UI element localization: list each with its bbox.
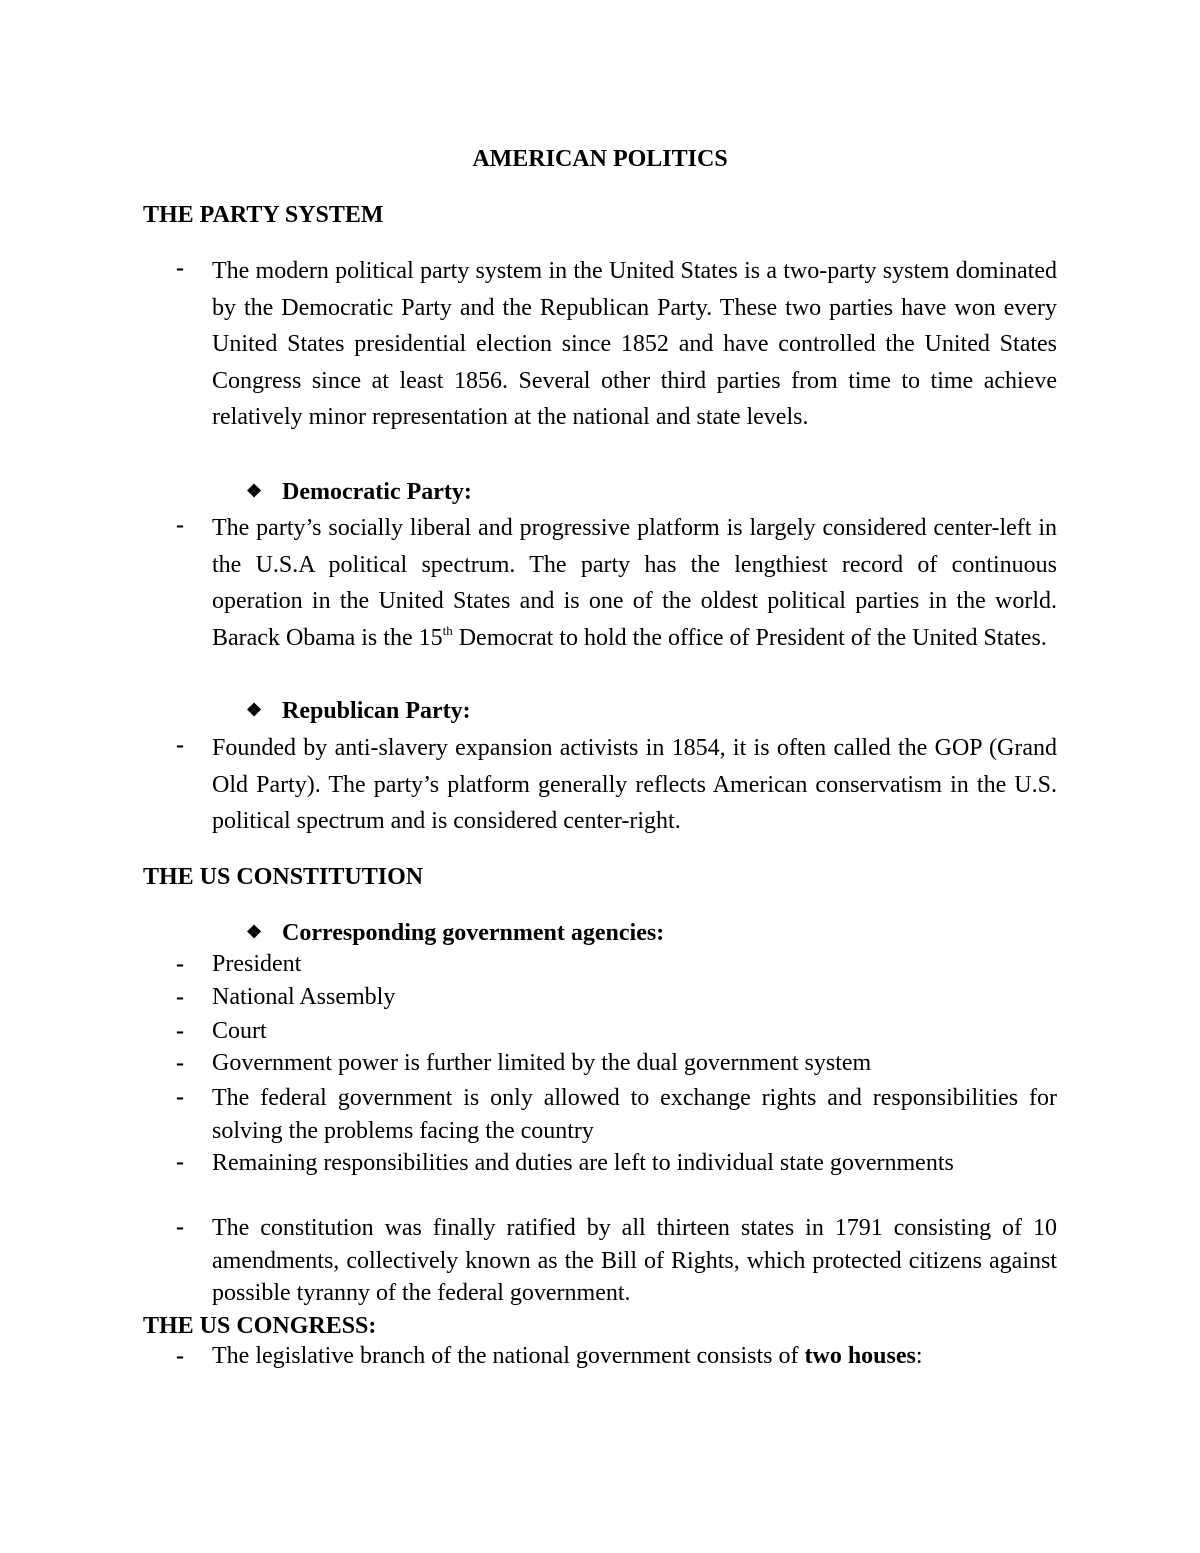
congress-item-bold: two houses xyxy=(804,1343,916,1369)
bullet-dash: - xyxy=(176,732,184,758)
list-item: Court xyxy=(212,1018,267,1044)
section-heading-congress: THE US CONGRESS: xyxy=(143,1313,377,1339)
bullet-dash: - xyxy=(176,512,184,538)
diamond-bullet-icon: ❖ xyxy=(246,700,263,720)
bullet-dash: - xyxy=(176,1084,184,1110)
bullet-dash: - xyxy=(176,255,184,281)
democratic-party-label-row xyxy=(246,476,472,507)
list-item: National Assembly xyxy=(212,984,396,1010)
page-title: AMERICAN POLITICS xyxy=(472,146,728,172)
bullet-dash: - xyxy=(176,1018,184,1044)
agencies-label: Corresponding government agencies: xyxy=(282,920,665,946)
bullet-dash: - xyxy=(176,984,184,1010)
diamond-bullet-icon: ❖ xyxy=(246,922,263,942)
republican-party-text: Founded by anti-slavery expansion activists in 1854, it is often called the GOP (Grand Old Party). The party’s platform generally reflects American conservatism in the U.S. political spectrum and is considered center-right. xyxy=(212,735,1057,835)
list-item: Remaining responsibilities and duties are left to individual state governments xyxy=(212,1150,954,1176)
congress-item-end: : xyxy=(915,1343,923,1369)
democratic-text-main: The party’s socially liberal and progressive platform is largely considered center-left in the U.S.A political spectrum. The party has the lengthiest record of continuous operation in the United States and is one of the oldest political parties in the world. Barack Obama is the 15 xyxy=(212,515,1057,651)
democratic-party-label: Democratic Party: xyxy=(282,479,472,505)
list-item: President xyxy=(212,951,302,977)
congress-item-text: The legislative branch of the national government consists of xyxy=(212,1343,805,1369)
bullet-dash: - xyxy=(176,1343,184,1369)
party-system-intro: The modern political party system in the United States is a two-party system dominated by the Democratic Party and the Republican Party. These two parties have won every United States presidential election since 1852 and have controlled the United States Congress since at least 1856. Several other third parties from time to time achieve relatively minor representation at the national and state levels. xyxy=(212,258,1057,431)
republican-party-label-row xyxy=(246,695,471,726)
democratic-party-text xyxy=(212,510,1057,656)
congress-item xyxy=(212,1341,923,1371)
bullet-dash: - xyxy=(176,1149,184,1175)
section-heading-constitution: THE US CONSTITUTION xyxy=(143,864,424,890)
bullet-dash: - xyxy=(176,1050,184,1076)
superscript-th: th xyxy=(442,622,453,638)
list-item: The constitution was finally ratified by all thirteen states in 1791 consisting of 10 amendments, collectively known as the Bill of Rights, which protected citizens against possible tyranny of the federal government. xyxy=(212,1215,1057,1306)
section-heading-party-system: THE PARTY SYSTEM xyxy=(143,202,384,228)
diamond-bullet-icon: ❖ xyxy=(246,481,263,501)
list-item: The federal government is only allowed to exchange rights and responsibilities for solving the problems facing the country xyxy=(212,1085,1057,1144)
bullet-dash: - xyxy=(176,951,184,977)
list-item: Government power is further limited by the dual government system xyxy=(212,1050,872,1076)
democratic-text-end: Democrat to hold the office of President of the United States. xyxy=(452,624,1047,651)
republican-party-label: Republican Party: xyxy=(282,698,471,724)
bullet-dash: - xyxy=(176,1214,184,1240)
agencies-label-row xyxy=(246,917,664,948)
